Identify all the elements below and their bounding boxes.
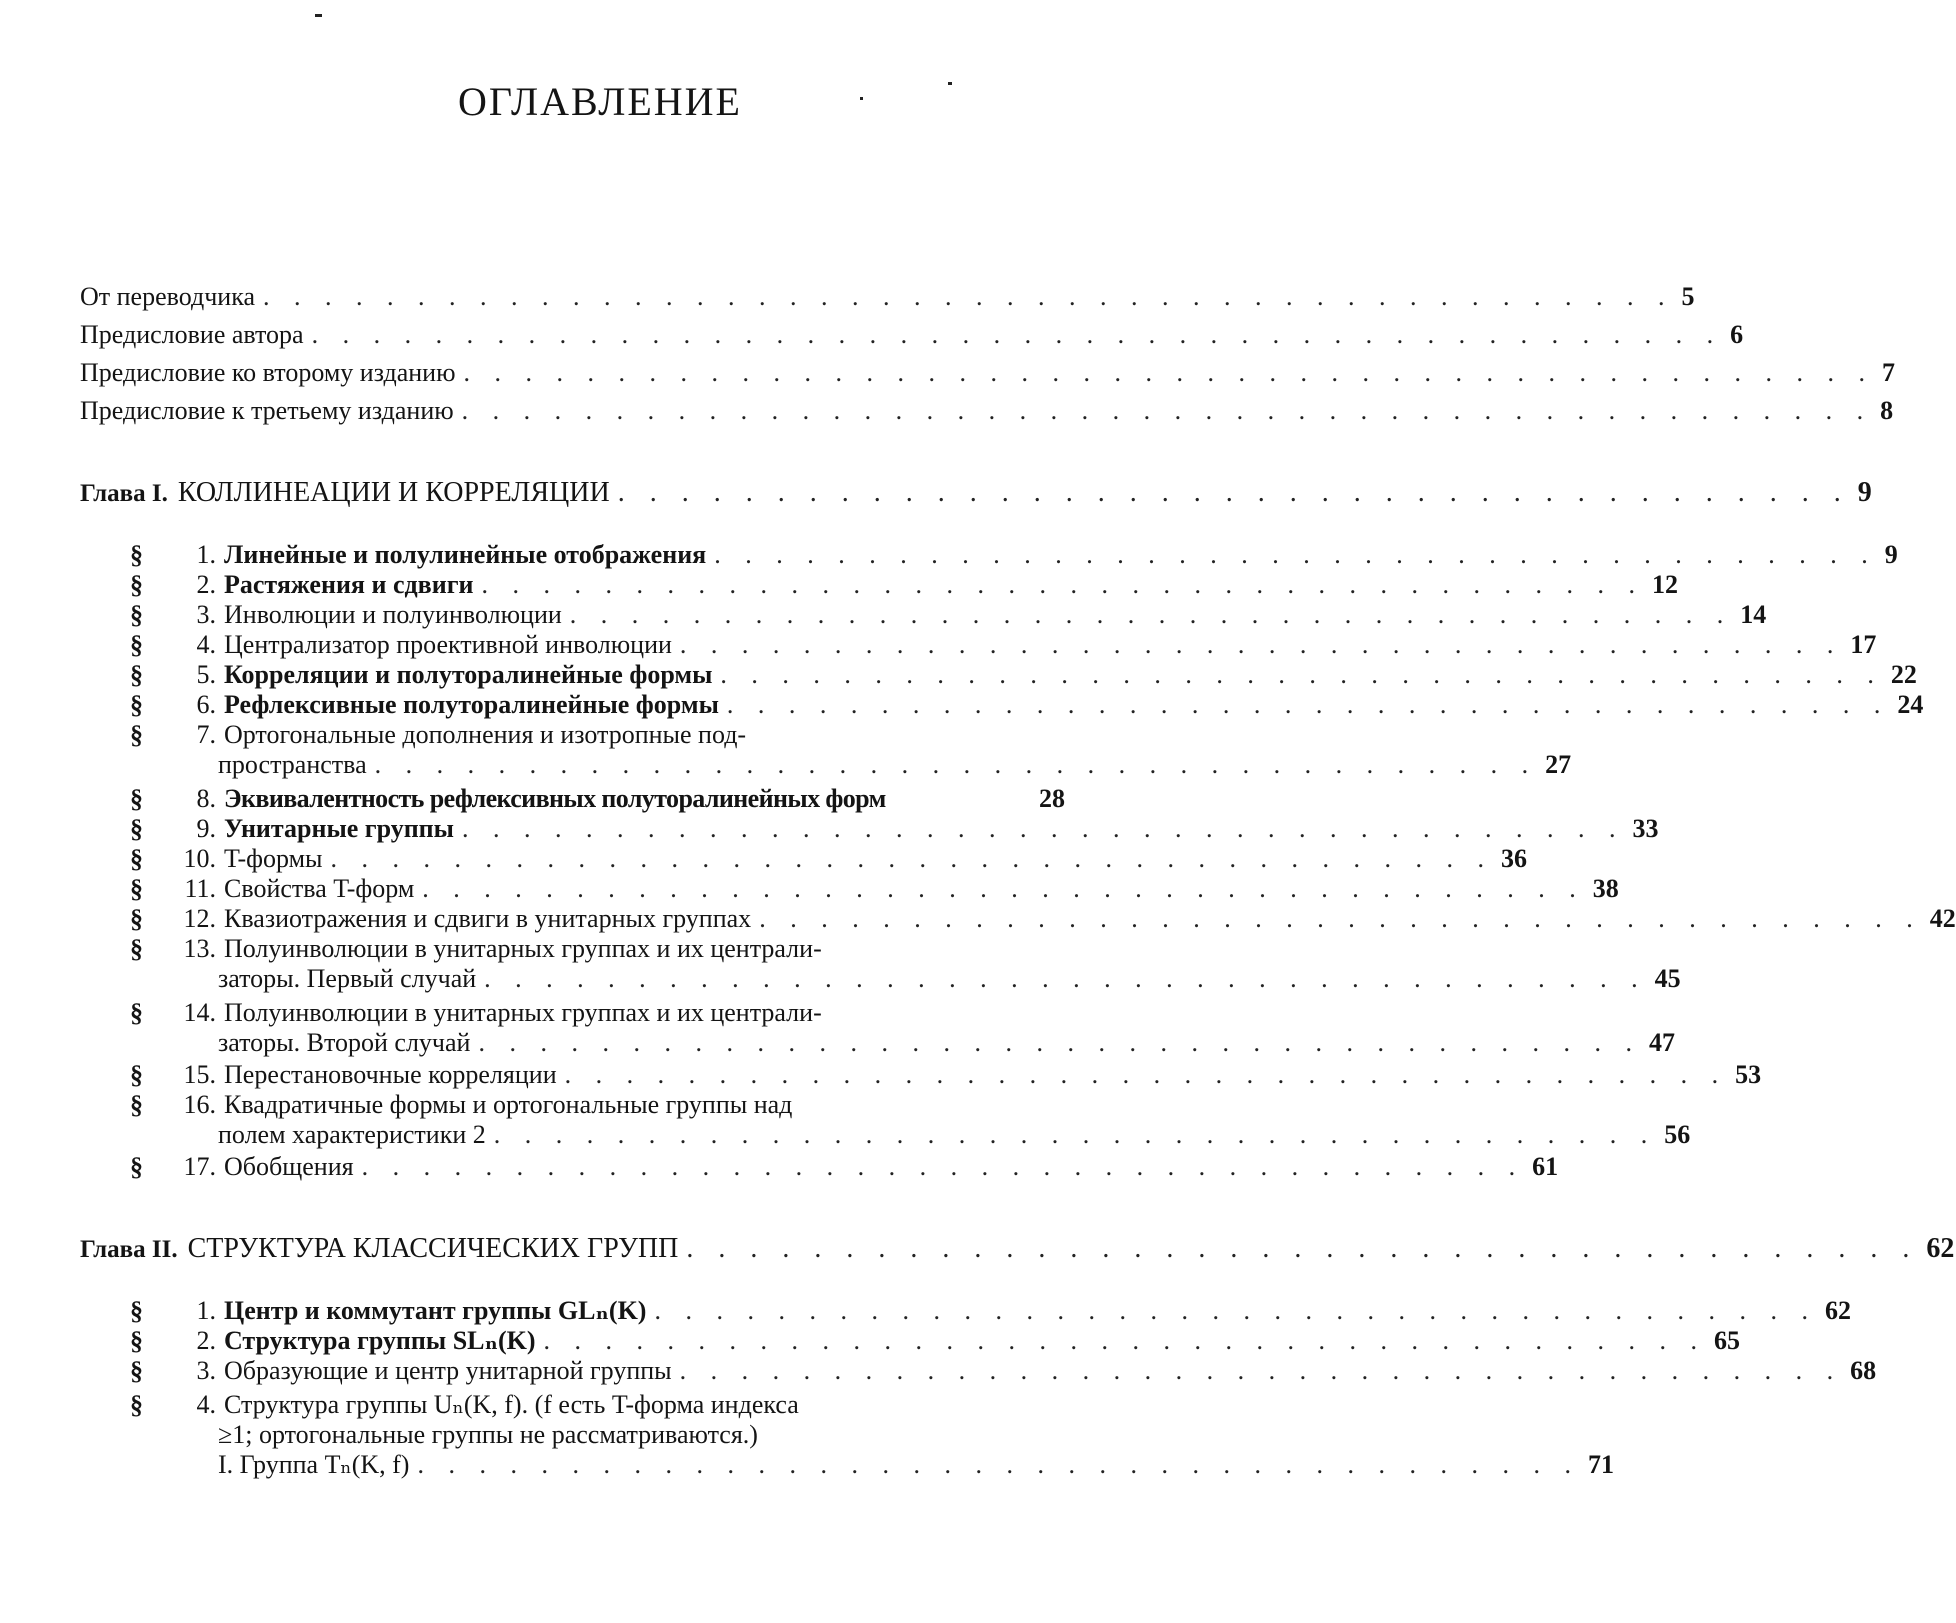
section-entry[interactable]: § 8. Эквивалентность рефлексивных полуторалинейных форм 28	[130, 784, 1065, 813]
leader-dots: . . . . . . . . . . . . . . . . . . . . . . . . . . . . . . . . . . . . . .	[330, 844, 1494, 873]
section-page: 53	[1735, 1060, 1762, 1089]
leader-dots: . . . . . . . . . . . . . . . . . . . . . . . . . . . . . . . . . . . . . .	[422, 874, 1585, 903]
section-entry-continuation: ≥1; ортогональные группы не рассматриваются.)	[218, 1420, 758, 1449]
section-entry[interactable]: § 15. Перестановочные корреляции . . . . . . . . . . . . . . . . . . . . . . . . . . . . . . . . . . . . . . 53	[130, 1060, 1762, 1089]
section-title: Образующие и центр унитарной группы	[224, 1356, 672, 1385]
chapter-number: Глава II.	[80, 1236, 178, 1263]
section-page: 38	[1592, 874, 1619, 903]
subsection-title: I. Группа Tₙ(K, f)	[218, 1450, 410, 1479]
section-entry-continuation[interactable]: заторы. Первый случай . . . . . . . . . . . . . . . . . . . . . . . . . . . . . . . . . . . . . . 45	[218, 964, 1681, 993]
section-entry[interactable]: § 2. Структура группы SLₙ(K) . . . . . . . . . . . . . . . . . . . . . . . . . . . . . . . . . . . . . . 65	[130, 1326, 1741, 1355]
section-title: Обобщения	[224, 1152, 354, 1181]
leader-dots: . . . . . . . . . . . . . . . . . . . . . . . . . . . . . . . . . . . . . .	[481, 570, 1644, 599]
toc-entry[interactable]	[80, 396, 1894, 426]
section-page: 28	[1039, 784, 1065, 813]
leader-dots: . . . . . . . . . . . . . . . . . . . . . . . . . . . . . . . . . . . . . .	[493, 1120, 1657, 1149]
section-title: Линейные и полулинейные отображения	[224, 540, 707, 569]
section-entry[interactable]: § 9. Унитарные группы . . . . . . . . . . . . . . . . . . . . . . . . . . . . . . . . . . . . . . 33	[130, 814, 1659, 843]
toc-entry-label: От переводчика	[80, 282, 255, 311]
leader-dots: . . . . . . . . . . . . . . . . . . . . . . . . . . . . . . . . . . . . . . . . . . . . . .	[461, 396, 1873, 425]
page-title: ОГЛАВЛЕНИЕ	[458, 79, 742, 124]
section-page: 56	[1664, 1120, 1691, 1149]
toc-entry[interactable]	[80, 358, 1896, 388]
section-entry-continuation[interactable]: полем характеристики 2 . . . . . . . . . . . . . . . . . . . . . . . . . . . . . . . . . . . . . . 56	[218, 1120, 1691, 1149]
chapter-title: СТРУКТУРА КЛАССИЧЕСКИХ ГРУПП	[187, 1233, 679, 1264]
toc-entry-label: Предисловие к третьему изданию	[80, 396, 454, 425]
section-page: 36	[1501, 844, 1528, 873]
toc-entry-page: 7	[1882, 358, 1896, 387]
leader-dots: . . . . . . . . . . . . . . . . . . . . . . . . . . . . . . . . . . . . . .	[564, 1060, 1728, 1089]
section-page: 12	[1651, 570, 1678, 599]
section-title: Центр и коммутант группы GLₙ(K)	[224, 1296, 647, 1325]
leader-dots: . . . . . . . . . . . . . . . . . . . . . . . . . . . . . . . . . . . . . . . . . . . . . .	[463, 358, 1875, 387]
chapter-number: Глава I.	[80, 480, 168, 507]
section-page: 62	[1824, 1296, 1851, 1325]
chapter-heading[interactable]	[80, 1233, 1955, 1265]
chapter-title: КОЛЛИНЕАЦИИ И КОРРЕЛЯЦИИ	[177, 477, 610, 508]
leader-dots: . . . . . . . . . . . . . . . . . . . . . . . . . . . . . . . . . . . . . .	[361, 1152, 1525, 1181]
section-page: 17	[1850, 630, 1877, 659]
leader-dots: . . . . . . . . . . . . . . . . . . . . . . . . . . . . . . . . . . . . . .	[714, 540, 1877, 569]
leader-dots: . . . . . . . . . . . . . . . . . . . . . . . . . . . . . . . . . . . . . .	[478, 1028, 1641, 1057]
leader-dots: . . . . . . . . . . . . . . . . . . . . . . . . . . . . . . . . . . . . . .	[374, 750, 1538, 779]
section-entry[interactable]: § 5. Корреляции и полуторалинейные формы . . . . . . . . . . . . . . . . . . . . . . . . . . . . . . . . . . . . . . 22	[130, 660, 1917, 689]
section-title: Инволюции и полуинволюции	[224, 600, 562, 629]
section-title: Эквивалентность рефлексивных полуторалинейных форм	[224, 784, 886, 813]
leader-dots: . . . . . . . . . . . . . . . . . . . . . . . . . . . . . . . . . . . . . .	[679, 1356, 1843, 1385]
section-title: Ортогональные дополнения и изотропные под-	[224, 720, 747, 749]
section-title: Растяжения и сдвиги	[224, 570, 474, 599]
leader-dots: . . . . . . . . . . . . . . . . . . . . . . . . . . . . . . . . . . . . . .	[726, 690, 1890, 719]
section-entry[interactable]: § 3. Инволюции и полуинволюции . . . . . . . . . . . . . . . . . . . . . . . . . . . . . . . . . . . . . . 14	[130, 600, 1767, 629]
section-title: Квазиотражения и сдвиги в унитарных группах	[224, 904, 752, 933]
section-entry-continuation[interactable]: пространства . . . . . . . . . . . . . . . . . . . . . . . . . . . . . . . . . . . . . . 27	[218, 750, 1572, 779]
leader-dots: . . . . . . . . . . . . . . . . . . . . . . . . . . . . . . . . . . . . . .	[569, 600, 1733, 629]
section-entry[interactable]: § 17. Обобщения . . . . . . . . . . . . . . . . . . . . . . . . . . . . . . . . . . . . . . 61	[130, 1152, 1559, 1181]
section-title: Корреляции и полуторалинейные формы	[224, 660, 713, 689]
section-entry[interactable]: § 3. Образующие и центр унитарной группы . . . . . . . . . . . . . . . . . . . . . . . . . . . . . . . . . . . . . . 68	[130, 1356, 1877, 1385]
section-entry[interactable]: § 1. Линейные и полулинейные отображения . . . . . . . . . . . . . . . . . . . . . . . . . . . . . . . . . . . . . . 9	[130, 540, 1898, 569]
toc-entry-label: Предисловие автора	[80, 320, 304, 349]
leader-dots: . . . . . . . . . . . . . . . . . . . . . . . . . . . . . . . . . . . . . .	[461, 814, 1625, 843]
section-entry-continuation[interactable]: заторы. Второй случай . . . . . . . . . . . . . . . . . . . . . . . . . . . . . . . . . . . . . . 47	[218, 1028, 1675, 1057]
section-entry[interactable]: § 11. Свойства T-форм . . . . . . . . . . . . . . . . . . . . . . . . . . . . . . . . . . . . . . 38	[130, 874, 1619, 903]
toc-entry[interactable]	[80, 320, 1744, 350]
section-title: Квадратичные формы и ортогональные группы над	[224, 1090, 793, 1119]
section-page: 61	[1532, 1152, 1559, 1181]
leader-dots: . . . . . . . . . . . . . . . . . . . . . . . . . . . . . . . . . . . . . .	[654, 1296, 1817, 1325]
print-speck	[315, 14, 322, 17]
leader-dots: . . . . . . . . . . . . . . . . . . . . . . . . . . . . . . . . . . . . . .	[679, 630, 1843, 659]
section-entry[interactable]: § 6. Рефлексивные полуторалинейные формы . . . . . . . . . . . . . . . . . . . . . . . . . . . . . . . . . . . . . . 24	[130, 690, 1924, 719]
section-page: 22	[1890, 660, 1917, 689]
section-page: 27	[1545, 750, 1572, 779]
section-page: 9	[1884, 540, 1898, 569]
section-title: Свойства T-форм	[224, 874, 415, 903]
section-title: Рефлексивные полуторалинейные формы	[224, 690, 719, 719]
subsection-entry[interactable]	[218, 1450, 1614, 1480]
section-entry[interactable]: § 13. Полуинволюции в унитарных группах и их централи-	[130, 934, 822, 963]
section-entry[interactable]: § 12. Квазиотражения и сдвиги в унитарных группах . . . . . . . . . . . . . . . . . . . . . . . . . . . . . . . . . . . . . . 42	[130, 904, 1956, 933]
section-title: Перестановочные корреляции	[224, 1060, 557, 1089]
section-entry[interactable]: § 16. Квадратичные формы и ортогональные группы над	[130, 1090, 793, 1119]
section-title: Полуинволюции в унитарных группах и их централи-	[224, 998, 822, 1027]
toc-entry-page: 8	[1880, 396, 1894, 425]
leader-dots: . . . . . . . . . . . . . . . . . . . . . . . . . . . . . . . . . . . . . . .	[617, 477, 1850, 508]
section-title: Полуинволюции в унитарных группах и их централи-	[224, 934, 822, 963]
leader-dots: . . . . . . . . . . . . . . . . . . . . . . . . . . . . . . . . . . . . . .	[417, 1450, 1580, 1479]
section-title: Унитарные группы	[224, 814, 454, 843]
section-page: 47	[1648, 1028, 1675, 1057]
chapter-page: 62	[1926, 1233, 1955, 1264]
section-page: 65	[1714, 1326, 1741, 1355]
toc-entry-page: 6	[1730, 320, 1744, 349]
section-entry[interactable]: § 1. Центр и коммутант группы GLₙ(K) . . . . . . . . . . . . . . . . . . . . . . . . . . . . . . . . . . . . . . 62	[130, 1296, 1851, 1325]
leader-dots: . . . . . . . . . . . . . . . . . . . . . . . . . . . . . . . . . . . . . . . . . . . . . .	[262, 282, 1674, 311]
section-entry[interactable]: § 14. Полуинволюции в унитарных группах и их централи-	[130, 998, 822, 1027]
section-page: 24	[1897, 690, 1924, 719]
section-page: 14	[1740, 600, 1767, 629]
section-page: 45	[1654, 964, 1681, 993]
toc-entry-page: 5	[1681, 282, 1695, 311]
section-title: T-формы	[224, 844, 323, 873]
leader-dots: . . . . . . . . . . . . . . . . . . . . . . . . . . . . . . . . . . . . . . . . . . . . . .	[311, 320, 1723, 349]
leader-dots: . . . . . . . . . . . . . . . . . . . . . . . . . . . . . . . . . . . . . .	[759, 904, 1922, 933]
leader-dots: . . . . . . . . . . . . . . . . . . . . . . . . . . . . . . . . . . . . . .	[543, 1326, 1707, 1355]
toc-entry-label: Предисловие ко второму изданию	[80, 358, 456, 387]
section-entry[interactable]: § 10. T-формы . . . . . . . . . . . . . . . . . . . . . . . . . . . . . . . . . . . . . . 36	[130, 844, 1528, 873]
leader-dots: . . . . . . . . . . . . . . . . . . . . . . . . . . . . . . . . . . . . . .	[720, 660, 1883, 689]
chapter-heading[interactable]	[80, 477, 1872, 509]
section-entry[interactable]: § 2. Растяжения и сдвиги . . . . . . . . . . . . . . . . . . . . . . . . . . . . . . . . . . . . . . 12	[130, 570, 1678, 599]
section-page: 42	[1929, 904, 1956, 933]
section-title: Структура группы Uₙ(K, f). (f есть T-форма индекса	[224, 1390, 799, 1419]
section-page: 68	[1850, 1356, 1877, 1385]
toc-entry[interactable]	[80, 282, 1695, 312]
section-entry[interactable]: § 4. Структура группы Uₙ(K, f). (f есть T-форма индекса	[130, 1390, 799, 1419]
chapter-page: 9	[1857, 477, 1872, 508]
section-title: Централизатор проективной инволюции	[224, 630, 672, 659]
section-entry[interactable]: § 7. Ортогональные дополнения и изотропные под-	[130, 720, 747, 749]
leader-dots: . . . . . . . . . . . . . . . . . . . . . . . . . . . . . . . . . . . . . .	[484, 964, 1647, 993]
section-title: Структура группы SLₙ(K)	[224, 1326, 536, 1355]
section-page: 33	[1632, 814, 1659, 843]
section-page: 71	[1587, 1450, 1614, 1479]
section-entry[interactable]: § 4. Централизатор проективной инволюции . . . . . . . . . . . . . . . . . . . . . . . . . . . . . . . . . . . . . . 17	[130, 630, 1877, 659]
leader-dots: . . . . . . . . . . . . . . . . . . . . . . . . . . . . . . . . . . . . . . .	[686, 1233, 1919, 1264]
